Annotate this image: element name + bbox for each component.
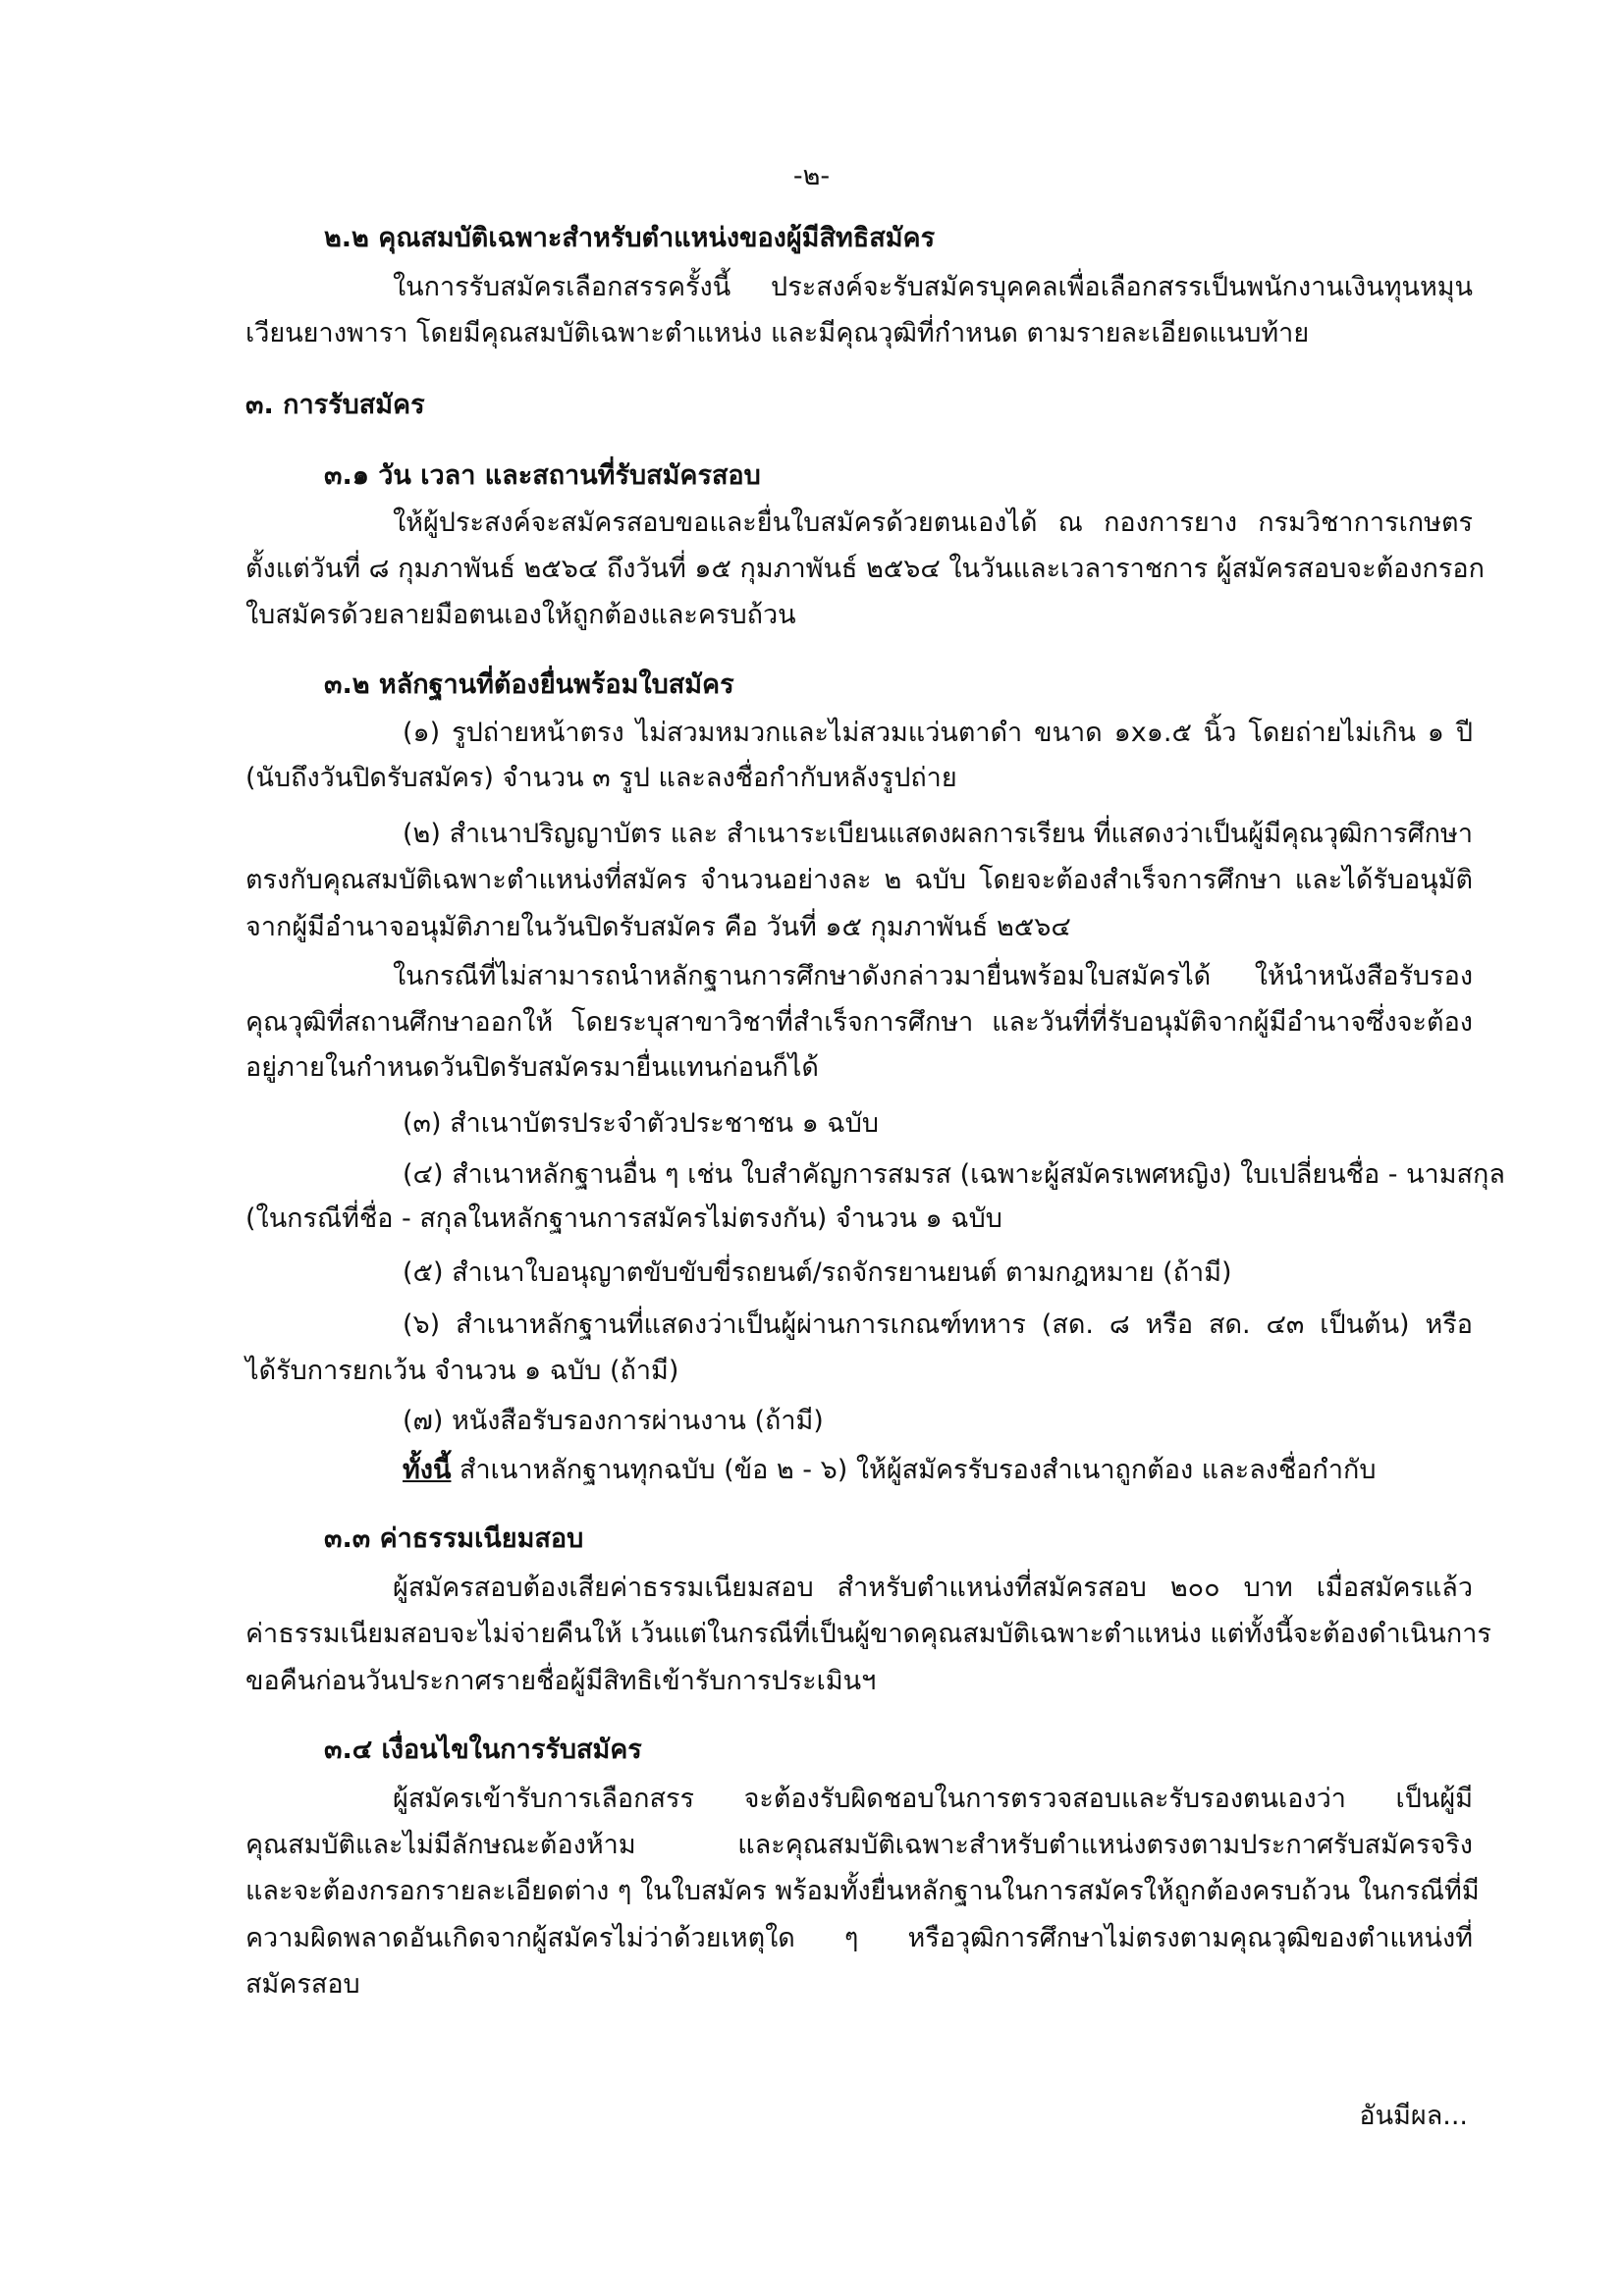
item-1-line-1: (๑) รูปถ่ายหน้าตรง ไม่สวมหมวกและไม่สวมแว่นตาดำ ขนาด ๑x๑.๕ นิ้ว โดยถ่ายไม่เกิน ๑ ปี — [403, 718, 1473, 748]
section-3-1-heading: ๓.๑ วัน เวลา และสถานที่รับสมัครสอบ — [324, 460, 761, 491]
item-6-line-1: (๖) สำเนาหลักฐานที่แสดงว่าเป็นผู้ผ่านการเกณฑ์ทหาร (สด. ๘ หรือ สด. ๔๓ เป็นต้น) หรือ — [403, 1309, 1473, 1340]
section-2-2-heading: ๒.๒ คุณสมบัติเฉพาะสำหรับตำแหน่งของผู้มีสิทธิสมัคร — [324, 223, 936, 253]
section-3-2-heading: ๓.๒ หลักฐานที่ต้องยื่นพร้อมใบสมัคร — [324, 669, 734, 700]
section-3-3-line-1: ผู้สมัครสอบต้องเสียค่าธรรมเนียมสอบ สำหรับตำแหน่งที่สมัครสอบ ๒๐๐ บาท เมื่อสมัครแล้ว — [393, 1573, 1473, 1603]
section-3-4-line-2: คุณสมบัติและไม่มีลักษณะต้องห้าม และคุณสมบัติเฉพาะสำหรับตำแหน่งตรงตามประกาศรับสมัครจริง — [245, 1830, 1473, 1860]
page-number: -๒- — [792, 161, 831, 191]
section-2-2-line-2: เวียนยางพารา โดยมีคุณสมบัติเฉพาะตำแหน่ง และมีคุณวุฒิที่กำหนด ตามรายละเอียดแนบท้าย — [245, 318, 1310, 348]
section-3-4-line-1: ผู้สมัครเข้ารับการเลือกสรร จะต้องรับผิดชอบในการตรวจสอบและรับรองตนเองว่า เป็นผู้มี — [393, 1784, 1473, 1814]
item-4-line-2: (ในกรณีที่ชื่อ - สกุลในหลักฐานการสมัครไม่ตรงกัน) จำนวน ๑ ฉบับ — [245, 1203, 1002, 1234]
section-3-1-line-2: ตั้งแต่วันที่ ๘ กุมภาพันธ์ ๒๕๖๔ ถึงวันที่ ๑๕ กุมภาพันธ์ ๒๕๖๔ ในวันและเวลาราชการ ผู้สมัครสอบจะต้องกรอก — [245, 554, 1485, 584]
item-4-line-1: (๔) สำเนาหลักฐานอื่น ๆ เช่น ใบสำคัญการสมรส (เฉพาะผู้สมัครเพศหญิง) ใบเปลี่ยนชื่อ - นามสกุล — [403, 1159, 1505, 1190]
remark — [403, 1451, 1376, 1490]
item-2-line-3: จากผู้มีอำนาจอนุมัติภายในวันปิดรับสมัคร คือ วันที่ ๑๕ กุมภาพันธ์ ๒๕๖๔ — [245, 912, 1071, 942]
section-3-4-line-3: และจะต้องกรอกรายละเอียดต่าง ๆ ในใบสมัคร พร้อมทั้งยื่นหลักฐานในการสมัครให้ถูกต้องครบถ้วน ในกรณีที่มี — [245, 1876, 1480, 1906]
remark-text: สำเนาหลักฐานทุกฉบับ (ข้อ ๒ - ๖) ให้ผู้สมัครรับรองสำเนาถูกต้อง และลงชื่อกำกับ — [451, 1455, 1377, 1485]
section-3-4-heading: ๓.๔ เงื่อนไขในการรับสมัคร — [324, 1735, 642, 1765]
section-3-heading: ๓. การรับสมัคร — [245, 390, 425, 420]
section-3-4-line-5: สมัครสอบ — [245, 1969, 360, 2000]
note-line-3: อยู่ภายในกำหนดวันปิดรับสมัครมายื่นแทนก่อนก็ได้ — [245, 1052, 819, 1083]
section-3-3-line-2: ค่าธรรมเนียมสอบจะไม่จ่ายคืนให้ เว้นแต่ในกรณีที่เป็นผู้ขาดคุณสมบัติเฉพาะตำแหน่ง แต่ทั้งนี้จะต้องดำเนินการ — [245, 1619, 1491, 1649]
section-2-2-line-1: ในการรับสมัครเลือกสรรครั้งนี้ ประสงค์จะรับสมัครบุคคลเพื่อเลือกสรรเป็นพนักงานเงินทุนหมุน — [393, 272, 1473, 302]
section-3-1-line-3: ใบสมัครด้วยลายมือตนเองให้ถูกต้องและครบถ้วน — [245, 600, 796, 630]
item-7: (๗) หนังสือรับรองการผ่านงาน (ถ้ามี) — [403, 1406, 824, 1436]
note-line-2: คุณวุฒิที่สถานศึกษาออกให้ โดยระบุสาขาวิชาที่สำเร็จการศึกษา และวันที่ที่รับอนุมัติจากผู้มีอำนาจซึ่งจะต้อง — [245, 1007, 1473, 1038]
section-3-3-heading: ๓.๓ ค่าธรรมเนียมสอบ — [324, 1523, 584, 1554]
item-2-line-2: ตรงกับคุณสมบัติเฉพาะตำแหน่งที่สมัคร จำนวนอย่างละ ๒ ฉบับ โดยจะต้องสำเร็จการศึกษา และได้รับอนุมัติ — [245, 865, 1473, 895]
note-line-1: ในกรณีที่ไม่สามารถนำหลักฐานการศึกษาดังกล่าวมายื่นพร้อมใบสมัครได้ ให้นำหนังสือรับรอง — [393, 961, 1473, 991]
section-3-3-line-3: ขอคืนก่อนวันประกาศรายชื่อผู้มีสิทธิเข้ารับการประเมินฯ — [245, 1666, 877, 1696]
item-1-line-2: (นับถึงวันปิดรับสมัคร) จำนวน ๓ รูป และลงชื่อกำกับหลังรูปถ่าย — [245, 763, 957, 793]
remark-prefix: ทั้งนี้ — [403, 1455, 452, 1485]
item-5: (๕) สำเนาใบอนุญาตขับขับขี่รถยนต์/รถจักรยานยนต์ ตามกฎหมาย (ถ้ามี) — [403, 1257, 1232, 1288]
item-6-line-2: ได้รับการยกเว้น จำนวน ๑ ฉบับ (ถ้ามี) — [245, 1356, 679, 1386]
item-2-line-1: (๒) สำเนาปริญญาบัตร และ สำเนาระเบียนแสดงผลการเรียน ที่แสดงว่าเป็นผู้มีคุณวุฒิการศึกษา — [403, 819, 1473, 849]
item-3: (๓) สำเนาบัตรประจำตัวประชาชน ๑ ฉบับ — [403, 1108, 879, 1139]
section-3-4-line-4: ความผิดพลาดอันเกิดจากผู้สมัครไม่ว่าด้วยเหตุใด ๆ หรือวุฒิการศึกษาไม่ตรงตามคุณวุฒิของตำแหน่งที่ — [245, 1923, 1473, 1953]
section-3-1-line-1: ให้ผู้ประสงค์จะสมัครสอบขอและยื่นใบสมัครด้วยตนเองได้ ณ กองการยาง กรมวิชาการเกษตร — [393, 507, 1473, 538]
continuation-note: อันมีผล... — [1359, 2101, 1468, 2131]
